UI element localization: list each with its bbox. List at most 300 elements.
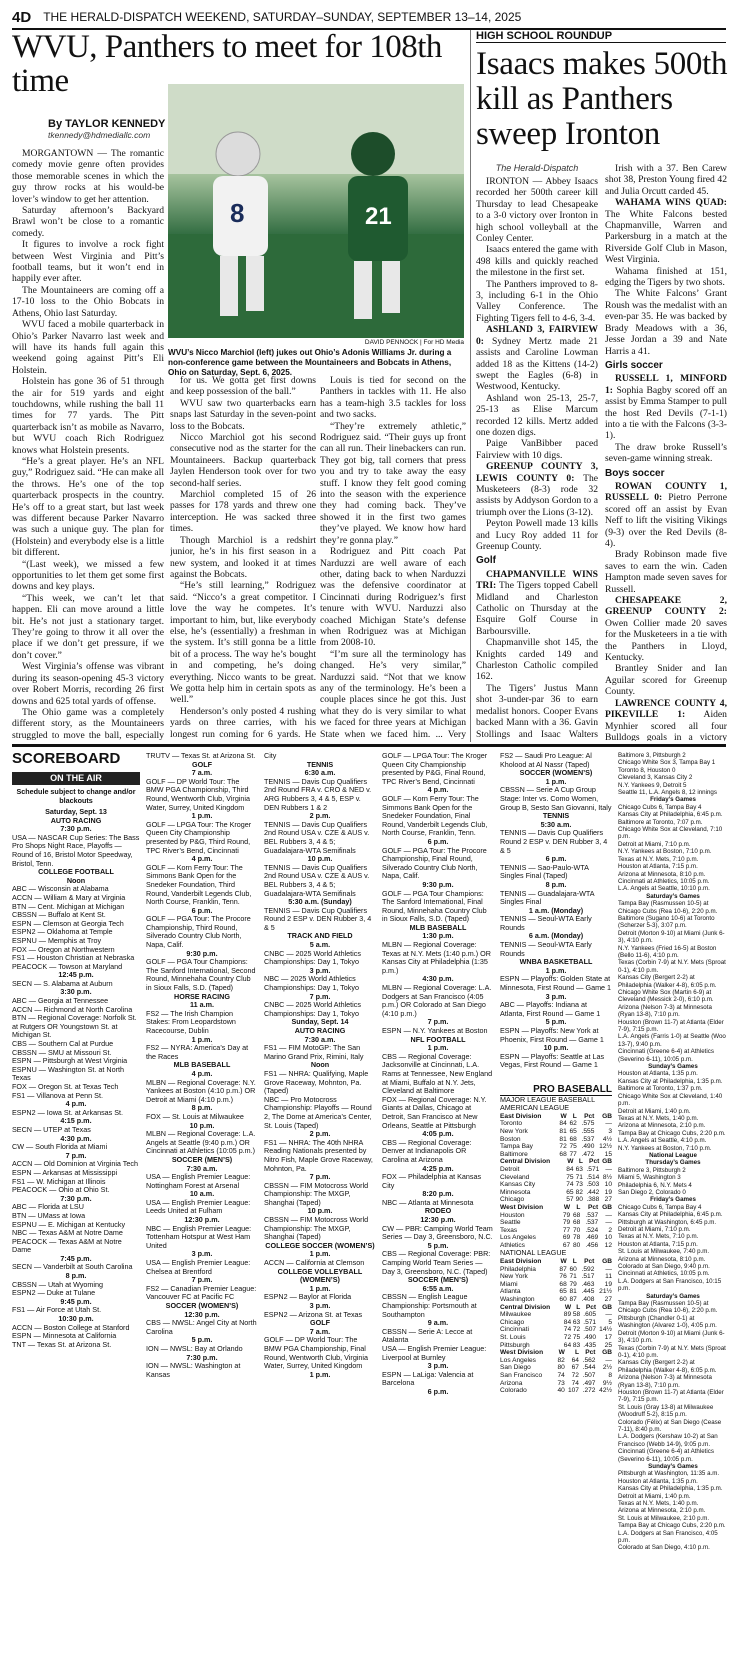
listing-time: 3:30 p.m. [60, 987, 92, 997]
standings-cell: 8 [608, 1371, 612, 1379]
game-line: Baltimore (Sugano 10-6) at Toronto (Scherzer 5-3), 3:07 p.m. [618, 914, 715, 930]
roundup-paragraph [476, 244, 598, 278]
roundup-source: The Herald-Dispatch [495, 163, 579, 173]
standings-cell: 40 [557, 1387, 565, 1395]
listing-entry: NBC — 2025 World Athletics Championships: Day 1, Tokyo [264, 974, 359, 993]
listing-entry: CBSSN — Serie A Cup Group Stage: Inter vs. Como Women, Group B, Sesto San Giovanni, Italy [500, 785, 612, 812]
listing-time: 10:30 p.m. [58, 1314, 94, 1324]
standings-cell: New York [500, 1273, 528, 1281]
standings-cell: 70 [573, 1226, 581, 1234]
game-line: Arizona (Nelson 7-3) at Minnesota (Ryan 13-8), 7:10 p.m. [618, 1003, 712, 1019]
listing-entry: BTN — Cent. Michigan at Michigan [12, 901, 125, 911]
standings-cell: 12 [604, 1241, 612, 1249]
games-heading: Friday’s Games [650, 796, 696, 804]
roundup-lead: LAWRENCE COUNTY 4, PIKEVILLE 1: [605, 697, 727, 721]
column-header: Pct [587, 1203, 599, 1211]
game-line: Tampa Bay at Chicago Cubs, 2:20 p.m. [618, 1522, 726, 1530]
roundup-column-1 [476, 176, 598, 741]
table-row [500, 1166, 612, 1174]
game-results-column [618, 752, 728, 1652]
game-line: L.A. Angels at Seattle, 10:10 p.m. [618, 885, 710, 893]
standings-cell: Seattle [500, 1219, 521, 1227]
listing-entry: GOLF — LPGA Tour: The Kroger Queen City Championship presented by P&G, Final Round, TPC River’s Bend, Cincinnati [382, 752, 488, 786]
listing-time: 8 p.m. [65, 1271, 87, 1281]
listing-time: 9:30 p.m. [422, 879, 454, 889]
listing-entry: CW — South Florida at Miami [12, 1142, 108, 1152]
division-name: East Division [500, 1112, 542, 1120]
standings-cell: .490 [581, 1143, 595, 1151]
listing-entry: TNT — Texas St. at Arizona St. [12, 1339, 112, 1349]
roundup-text: IRONTON — Abbey Isaacs recorded her 500th career kill Thursday to lead Chesapeake to a 3-0 victory over Ironton in high school volleyball at the Conley Center. [476, 176, 598, 245]
roundup-lead: CHAPMANVILLE WINS TRI: [476, 568, 598, 592]
schedule-note: Schedule subject to change and/or blackouts [16, 787, 136, 805]
standings-table [500, 1113, 612, 1159]
al-standings [500, 1113, 612, 1250]
listing-heading: RODEO [424, 1206, 452, 1216]
standings-cell: Tampa Bay [500, 1143, 533, 1151]
listing-entry: ESPN2 — Baylor at Florida [264, 1292, 352, 1302]
roundup-paragraph [476, 279, 598, 325]
listing-entry: FS1 — Villanova at Penn St. [12, 1090, 103, 1100]
roundup-subhead: Boys soccer [605, 467, 665, 479]
game-line: Cleveland 3, Kansas City 2 [618, 774, 693, 782]
roundup-paragraph [605, 698, 727, 741]
table-row [500, 1151, 612, 1159]
table-row [500, 1364, 612, 1372]
standings-cell: 65 [559, 1288, 567, 1296]
listing-heading: TENNIS [306, 759, 334, 769]
standings-cell: 87 [569, 1296, 577, 1304]
game-line: Baltimore at Toronto, 1:37 p.m. [618, 1085, 703, 1093]
tv-listings-column-3 [264, 752, 376, 1652]
listing-entry: ESPNU — Memphis at Troy [12, 935, 102, 945]
listing-entry: TENNIS — Davis Cup Qualifiers 2nd Round FRA v. CRO & NED v. ARG Rubbers 3, 4 & 5, ESP v. DEN Rubbers 1 & 2 [264, 776, 372, 812]
standings-cell: Philadelphia [500, 1265, 536, 1273]
standings-cell: 82 [575, 1188, 583, 1196]
nl-standings [500, 1258, 612, 1395]
listing-entry: City [264, 752, 277, 760]
standings-cell: St. Louis [500, 1334, 526, 1341]
standings-cell: 74 [571, 1379, 579, 1387]
standings-cell: .562 [582, 1356, 596, 1364]
standings-cell: Los Angeles [500, 1356, 536, 1364]
listing-entry: MLBN — Regional Coverage: Texas at N.Y. Mets (1:40 p.m.) OR Kansas City at Philadelphia (1:35 p.m.) [382, 940, 491, 975]
standings-cell: 60 [569, 1265, 577, 1273]
roundup-paragraph [476, 324, 598, 392]
standings-cell: 2 [608, 1226, 612, 1234]
page-header [12, 6, 726, 30]
standings-cell: 83 [572, 1341, 581, 1349]
standings-cell: .524 [585, 1226, 599, 1234]
games-heading: Thursday’s Games [645, 1159, 701, 1167]
listing-time: 5 p.m. [545, 1017, 567, 1027]
listing-entry: GOLF — Korn Ferry Tour: The Simmons Bank Open for the Snedeker Foundation, Third Round, Vanderbilt Legends Club, North Course, Franklin, Tenn. [146, 862, 252, 907]
roundup-paragraph [605, 481, 727, 549]
listing-time: 5 p.m. [191, 1335, 213, 1345]
listing-heading: SOCCER (MEN’S) [407, 1275, 469, 1285]
standings-cell: 72 [559, 1143, 567, 1151]
photo-caption: WVU’s Nicco Marchiol (left) jukes out Ohio’s Adonis Williams Jr. during a non-conference game between the Mountaineers and Bobcats in Athens, Ohio on Saturday, Sept. 6, 2025. [168, 348, 452, 377]
column-header: GB [602, 1258, 612, 1266]
story-paragraph: “They’re extremely athletic,” Rodriguez said. “Their guys up front can all run. Their linebackers can run. They got big, tall corners that press you and try to take away the easy stuff. I know they felt good coming into the season with the experience they had coming back. They’ve showed it in the first two games they’ve played. We know how hard they’re gonna play.” [320, 420, 466, 546]
games-heading: Saturday’s Games [646, 1292, 700, 1300]
column-header: Pct [584, 1112, 595, 1120]
listing-entry: ESPN — Playoffs: Golden State at Minnesota, First Round — Game 1 [500, 974, 612, 993]
game-photo [168, 84, 464, 338]
listing-entry: CNBC — 2025 World Athletics Championships: Day 1, Tokyo [264, 1000, 361, 1018]
listing-time: 1 p.m. [427, 1043, 449, 1053]
standings-cell: Detroit [500, 1165, 520, 1173]
roundup-text: Aiden Mynhier scored all four Bulldogs goals in a victory [605, 709, 727, 741]
listing-time: 3 p.m. [191, 1249, 213, 1259]
listing-entry: GOLF — DP World Tour: The BMW PGA Championship, Final Round, Wentworth Club, Virginia Water, Surrey, United Kingdom [264, 1335, 369, 1371]
listing-entry: ESPN — Minnesota at California [12, 1331, 117, 1341]
roundup-paragraph [605, 442, 727, 465]
standings-cell: 25 [604, 1341, 612, 1349]
standings-cell: .490 [583, 1334, 597, 1341]
standings-cell: 79 [569, 1280, 577, 1288]
division-name: Central Division [500, 1303, 551, 1311]
standings-cell: .503 [586, 1181, 600, 1189]
listing-time: 4 p.m. [191, 854, 213, 864]
game-line: Tampa Bay (Rasmussen 10-5) at Chicago Cubs (Rea 10-6), 2:20 p.m. [618, 900, 718, 915]
game-line: Detroit at Miami, 1:40 p.m. [618, 1107, 691, 1115]
standings-cell: 27 [604, 1196, 612, 1204]
listing-entry: CBS — Southern Cal at Purdue [12, 1039, 114, 1049]
listing-entry: MLBN — Regional Coverage: L.A. Angels at Seattle (9:40 p.m.) OR Cincinnati at Athletics (10:05 p.m.) [146, 1129, 256, 1156]
svg-text:21: 21 [365, 203, 392, 230]
game-line: Toronto 8, Houston 0 [618, 766, 676, 774]
listing-entry: ESPN — Playoffs: Seattle at Las Vegas, First Round — Game 1 [500, 1051, 605, 1070]
standings-block [500, 1086, 612, 1395]
listing-entry: ESPN — Pittsburgh at West Virginia [12, 1056, 128, 1066]
games-heading: Sunday’s Games [648, 1063, 698, 1071]
listing-time: 8 p.m. [545, 879, 567, 889]
listing-entry: TENNIS — Davis Cup Qualifiers Round 2 ESP v. DEN Rubber 3, 4 & 5 [264, 905, 372, 932]
listing-entry: ESPN2 — Duke at Tulane [12, 1288, 96, 1298]
game-line: Texas (Corbin 7-9) at N.Y. Mets (Sproat 0-1), 4:10 p.m. [618, 1344, 726, 1359]
game-line: L.A. Dodgers (Kershaw 10-2) at San Francisco (Webb 14-9), 9:05 p.m. [618, 1433, 718, 1448]
standings-cell: 75 [566, 1173, 574, 1181]
standings-cell: Miami [500, 1280, 518, 1288]
standings-cell: 62 [569, 1120, 577, 1128]
standings-cell: 82 [557, 1356, 565, 1364]
standings-table [500, 1349, 612, 1395]
listing-heading: AUTO RACING [294, 1026, 346, 1035]
listing-entry: GOLF — PGA Tour: The Procore Championship, Third Round, Silverado Country Club North, Napa, Calif. [146, 914, 251, 950]
table-row [500, 1212, 612, 1220]
standings-cell: Arizona [500, 1379, 523, 1387]
standings-header-row [500, 1113, 612, 1121]
listing-entry: GOLF — DP World Tour: The BMW PGA Championship, Third Round, Wentworth Club, Virginia Water, Surrey, United Kingdom [146, 776, 251, 812]
listing-entry: BTN — Regional Coverage: Norfolk St. at Rutgers OR Youngstown St. at Michigan St. [12, 1013, 137, 1040]
standings-cell: .497 [582, 1379, 596, 1387]
listing-entry: TRUTV — Texas St. at Arizona St. [146, 752, 256, 760]
story-paragraph: “I’m sure all the terminology has changed. He’s very similar,” Narduzzi said. “Not that we know any of the terminology. He’s been a couple places since he got this. Just what they do is very similar to what we faced for three years at Michigan State when we faced him. ... Very [320, 648, 466, 740]
listing-entry: ACCN — California at Clemson [264, 1258, 365, 1268]
main-headline: WVU, Panthers to meet for 108th time [12, 29, 442, 99]
listing-time: 1 p.m. [191, 811, 213, 821]
roundup-text: The White Falcons bested Chapmanville, Warren and Parkersburg in a match at the Riverside Golf Club in Mason, West Virginia. [605, 208, 727, 266]
standings-cell: 64 [571, 1356, 579, 1364]
standings-cell: 19 [604, 1188, 612, 1196]
roundup-text: Chapmanville shot 145, the Knights carded 149 and Charleston Catholic compiled 162. [476, 637, 598, 683]
table-row [500, 1128, 612, 1136]
table-row [500, 1219, 612, 1227]
standings-cell: .456 [585, 1241, 599, 1249]
standings-cell: 89 [563, 1311, 572, 1319]
standings-cell: 15 [604, 1150, 612, 1158]
game-line: Detroit (Morton 9-10) at Miami (Junk 6-3), 4:10 p.m. [618, 929, 725, 945]
game-line: Arizona at Minnesota, 8:10 p.m. [618, 1255, 706, 1263]
listing-entry: MLBN — Regional Coverage: L.A. Dodgers at San Francisco (4:05 p.m.) OR Colorado at San Diego (4:10 p.m.) [382, 983, 492, 1018]
game-line: Detroit at Miami, 7:10 p.m. [618, 840, 691, 848]
game-line: Pittsburgh at Washington, 6:45 p.m. [618, 1218, 717, 1226]
roundup-headline: Isaacs makes 500th kill as Panthers sweep Ironton [476, 46, 728, 152]
game-line: Arizona at Minnesota, 2:10 p.m. [618, 1507, 706, 1515]
standings-cell: Los Angeles [500, 1234, 536, 1242]
column-header: L [576, 1203, 581, 1211]
game-line: Houston at Atlanta, 1:35 p.m. [618, 1070, 698, 1078]
games-heading: National League [649, 1151, 697, 1159]
table-row [500, 1311, 612, 1319]
listing-entry: CBSSN — English League Championship: Portsmouth at Southampton [382, 1292, 477, 1319]
roundup-text: Sydney Mertz made 21 assists and Caroline Lowman added 18 as the Kittens (14-2) swept the Eagles (6-8) in Westwood, Kentucky. [476, 335, 598, 393]
game-line: Arizona at Minnesota, 8:10 p.m. [618, 870, 706, 878]
listing-entry: TENNIS — Seoul-WTA Early Rounds [500, 940, 592, 958]
listing-entry: FS2 — The Irish Champion Stakes: From Leopardstown Racecourse, Dublin [146, 1008, 236, 1035]
standings-cell: 74 [557, 1371, 565, 1379]
column-header: GB [602, 1112, 612, 1120]
standings-cell: Washington [500, 1296, 535, 1304]
roundup-subhead: Golf [476, 555, 496, 567]
standings-cell: 69 [562, 1234, 571, 1242]
standings-cell: Colorado [500, 1387, 527, 1395]
listing-time: 1 p.m. [191, 1034, 213, 1044]
listing-entry: PEACOCK — Ohio at Ohio St. [12, 1185, 110, 1195]
listing-heading: MLB BASEBALL [409, 922, 467, 932]
standings-cell: 67 [562, 1241, 571, 1249]
roundup-paragraph [476, 176, 598, 244]
game-line: St. Louis at Milwaukee, 7:40 p.m. [618, 1248, 710, 1256]
scoreboard-rule [12, 744, 726, 747]
standings-cell: 27 [604, 1296, 612, 1304]
listing-entry: CBSSN — Utah at Wyoming [12, 1279, 104, 1289]
division-name: East Division [500, 1258, 542, 1266]
game-line: Colorado at San Diego, 4:10 p.m. [618, 1544, 710, 1552]
roundup-paragraph [605, 595, 727, 663]
standings-cell: 79 [562, 1219, 571, 1227]
standings-cell: 65 [569, 1127, 577, 1135]
game-line: Houston at Atlanta, 7:15 p.m. [618, 863, 698, 871]
listing-heading: WNBA BASKETBALL [519, 957, 593, 967]
standings-header-row [500, 1258, 612, 1266]
listing-time: 7 p.m. [309, 991, 331, 1001]
table-row [500, 1120, 612, 1128]
game-line: N.Y. Yankees at Boston, 7:10 p.m. [618, 848, 712, 856]
listing-time: 4:05 p.m. [422, 1129, 454, 1139]
listing-time: 2 p.m. [309, 811, 331, 821]
roundup-text: The Musketeers (8-3) rode 32 assists by Addyson Gordon to a triumph over the Lions (3-12). [476, 472, 598, 518]
standings-cell: Texas [500, 1226, 518, 1234]
standings-header-row [500, 1204, 612, 1212]
listing-entry: ACCN — Richmond at North Carolina [12, 1004, 133, 1014]
listing-time: 3 p.m. [427, 1361, 449, 1371]
listing-time: 4:15 p.m. [60, 1116, 92, 1126]
standings-cell: 42½ [599, 1387, 612, 1395]
listing-entry: FOX — St. Louis at Milwaukee [146, 1111, 244, 1121]
roundup-lead: ROWAN COUNTY 1, RUSSELL 0: [605, 480, 727, 504]
column-header: W [558, 1349, 565, 1357]
standings-cell: Toronto [500, 1120, 522, 1128]
game-line: Detroit (Morton 9-10) at Miami (Junk 6-3), 4:10 p.m. [618, 1329, 725, 1345]
listing-time: 1 p.m. [545, 776, 567, 786]
game-line: Arizona (Nelson 7-3) at Minnesota (Ryan 13-8), 7:10 p.m. [618, 1374, 712, 1389]
standings-cell: 107 [567, 1387, 579, 1395]
game-line: N.Y. Yankees 9, Detroit 5 [618, 781, 687, 789]
game-line: Kansas City at Philadelphia, 1:35 p.m. [618, 1485, 723, 1493]
roundup-lead: RUSSELL 1, MINFORD 1: [605, 373, 727, 396]
listing-entry: ESPN — Playoffs: New York at Phoenix, First Round — Game 1 [500, 1026, 604, 1044]
standings-cell: — [605, 1265, 612, 1273]
standings-cell: Atlanta [500, 1288, 521, 1296]
column-header: GB [602, 1349, 612, 1357]
game-line: L.A. Dodgers at San Francisco, 10:15 p.m. [618, 1277, 722, 1293]
standings-cell: 81 [559, 1135, 567, 1143]
listing-entry: FS1 — W. Michigan at Illinois [12, 1176, 106, 1186]
standings-cell: 68 [559, 1280, 567, 1288]
listing-time: Noon [310, 1060, 330, 1070]
listing-heading: AUTO RACING [50, 815, 102, 825]
game-line: Baltimore 3, Pittsburgh 2 [618, 752, 686, 759]
standings-cell: 5 [608, 1318, 612, 1326]
game-line: Colorado (Félix) at San Diego (Cease 7-11), 8:40 p.m. [618, 1418, 722, 1433]
listing-time: 10 p.m. [307, 854, 333, 864]
listing-heading: SOCCER (WOMEN’S) [519, 768, 593, 778]
masthead: THE HERALD-DISPATCH WEEKEND, SATURDAY–SUNDAY, SEPTEMBER 13–14, 2025 [43, 10, 522, 24]
story-paragraph: “This week, we can’t let that happen. Eli can move around a little bit. He’s not just a stationary target. They’re going to throw it all over the place if we don’t get pressure, if we don’t cover.” [12, 592, 164, 661]
listing-time: 9 a.m. [427, 1318, 449, 1328]
standings-cell: 9½ [602, 1379, 612, 1387]
listing-entry: ABC — Playoffs: Indiana at Atlanta, First Round — Game 1 [500, 1000, 601, 1018]
listing-time: 1 p.m. [309, 1369, 331, 1379]
standings-cell: .592 [581, 1265, 595, 1273]
game-line: Texas at N.Y. Mets, 7:10 p.m. [618, 855, 699, 863]
standings-cell: 68 [559, 1150, 567, 1158]
standings-cell: Pittsburgh [500, 1341, 530, 1349]
roundup-label: HIGH SCHOOL ROUNDUP [476, 30, 726, 43]
game-line: St. Louis (Gray 13-8) at Milwaukee (Woodruff 5-2), 8:15 p.m. [618, 1403, 714, 1419]
roundup-text: Wahama finished at 151, edging the Tigers by two shots. [605, 265, 727, 289]
standings-cell: 14½ [599, 1326, 612, 1334]
roundup-paragraph [605, 288, 727, 356]
table-row [500, 1288, 612, 1296]
listing-entry: FS1 — FIM MotoGP: The San Marino Grand Prix, Rimini, Italy [264, 1043, 364, 1061]
standings-cell: 72 [563, 1334, 572, 1341]
table-row [500, 1234, 612, 1242]
column-header: GB [602, 1158, 612, 1166]
listing-time: 11 a.m. [190, 1000, 214, 1010]
listing-heading: GOLF [192, 759, 212, 769]
listing-time: 7:30 p.m. [60, 824, 92, 834]
standings-cell: .571 [583, 1318, 597, 1326]
roundup-text: Sophia Bagby scored off an assist by Emma Stamper to pull the host Red Devils (7-1-1) into a tie with the Falcons (3-3-1). [605, 384, 727, 442]
listing-heading: NFL FOOTBALL [410, 1034, 466, 1044]
standings-cell: 3 [608, 1127, 612, 1135]
game-line: Texas at N.Y. Mets, 1:40 p.m. [618, 1114, 699, 1122]
standings-cell: 73 [575, 1181, 583, 1189]
column-header: W [560, 1112, 567, 1120]
listing-time: 1 a.m. (Monday) [528, 905, 584, 915]
game-line: Cincinnati at Athletics, 10:05 p.m. [618, 877, 710, 885]
listing-entry: USA — English Premier League: Liverpool at Burnley [382, 1343, 487, 1362]
standings-cell: .537 [585, 1211, 599, 1219]
story-paragraph: Holstein has gone 36 of 51 through the air for 519 yards and eight touchdowns, while rushing the ball 11 times for 77 yards. The Pitt quarterback isn’t as mobile as Navarro, but WVU coach Rich Rodriguez knows what Holstein presents. [12, 376, 164, 456]
standings-cell: 79 [562, 1211, 571, 1219]
standings-cell: .575 [581, 1120, 595, 1128]
standings-cell: 11 [605, 1273, 612, 1281]
listing-entry: ION — NWSL: Bay at Orlando [146, 1343, 243, 1353]
game-line: Tampa Bay at Chicago Cubs, 2:20 p.m. [618, 1129, 726, 1137]
standings-table [500, 1258, 612, 1304]
table-row [500, 1227, 612, 1235]
listing-time: 5 p.m. [427, 1240, 449, 1250]
standings-cell: New York [500, 1127, 528, 1135]
listing-heading: SOCCER (MEN’S) [171, 1154, 233, 1164]
listing-entry: USA — English Premier League: Leeds United at Fulham [146, 1197, 251, 1216]
listing-entry: CBSSN — FIM Motocross World Championship: The MXGP, Shanghai (Taped) [264, 1180, 369, 1207]
standings-cell: Athletics [500, 1241, 525, 1249]
listing-entry: FS1 — Air Force at Utah St. [12, 1305, 102, 1315]
game-line: Cincinnati (Greene 6-4) at Athletics (Severino 6-11), 10:05 p.m. [618, 1448, 714, 1463]
listing-time: Noon [66, 875, 86, 885]
scoreboard-title: SCOREBOARD [12, 750, 121, 767]
table-row [500, 1326, 612, 1334]
column-header: L [572, 1112, 577, 1120]
listing-entry: ESPN — LaLiga: Valencia at Barcelona [382, 1369, 474, 1388]
nl-heading: NATIONAL LEAGUE [500, 1248, 567, 1258]
standings-cell: 64 [563, 1341, 572, 1349]
standings-cell: 84 [566, 1165, 574, 1173]
standings-cell: .571 [586, 1165, 600, 1173]
listing-time: 12:30 p.m. [420, 1215, 456, 1225]
listing-entry: ESPN — Clemson at Georgia Tech [12, 918, 124, 928]
listing-entry: GOLF — Korn Ferry Tour: The Simmons Bank Open for the Snedeker Foundation, Final Round, Vanderbilt Legends Club, North Course, Franklin, Tenn. [382, 793, 488, 838]
listing-entry: CBSSN — Buffalo at Kent St. [12, 910, 106, 920]
listing-entry: NBC — English Premier League: Tottenham Hotspur at West Ham United [146, 1223, 252, 1250]
roundup-text: The Tigers’ Justus Mann shot 3-under-par 36 to earn medalist honors. Cooper Evans backed Mann with a 36. Gavin Stollings and Isaac Walters [476, 682, 598, 740]
listing-time: 1 p.m. [545, 965, 567, 975]
listing-heading: SOCCER (WOMEN’S) [165, 1301, 239, 1310]
standings-cell: 74 [563, 1326, 572, 1334]
listing-time: 1 p.m. [309, 1283, 331, 1293]
roundup-paragraph [476, 393, 598, 439]
listing-heading: COLLEGE FOOTBALL [38, 867, 114, 877]
standings-table [500, 1304, 612, 1350]
column-header: Pct [584, 1258, 595, 1266]
listing-time: 4 p.m. [191, 1068, 213, 1078]
story-paragraph: Saturday afternoon’s Backyard Brawl won’t be close to a romantic comedy. [12, 205, 164, 239]
table-row [500, 1266, 612, 1274]
roundup-text: The White Falcons’ Grant Roush was the medalist with an even-par 35. He was backed by Brady Meadows with a 36, Jesse Jordan a 39 and Nate Harris a 41. [605, 288, 727, 357]
tv-listings-column-1 [12, 808, 140, 1652]
standings-cell: 58 [572, 1311, 581, 1319]
table-row [500, 1174, 612, 1182]
standings-cell: Houston [500, 1211, 525, 1219]
roundup-lead: CHESAPEAKE 2, GREENUP COUNTY 2: [605, 595, 727, 618]
listing-entry: ION — NWSL: Washington at Kansas [146, 1361, 241, 1379]
game-line: Philadelphia 6, N.Y. Mets 4 [618, 1181, 692, 1189]
